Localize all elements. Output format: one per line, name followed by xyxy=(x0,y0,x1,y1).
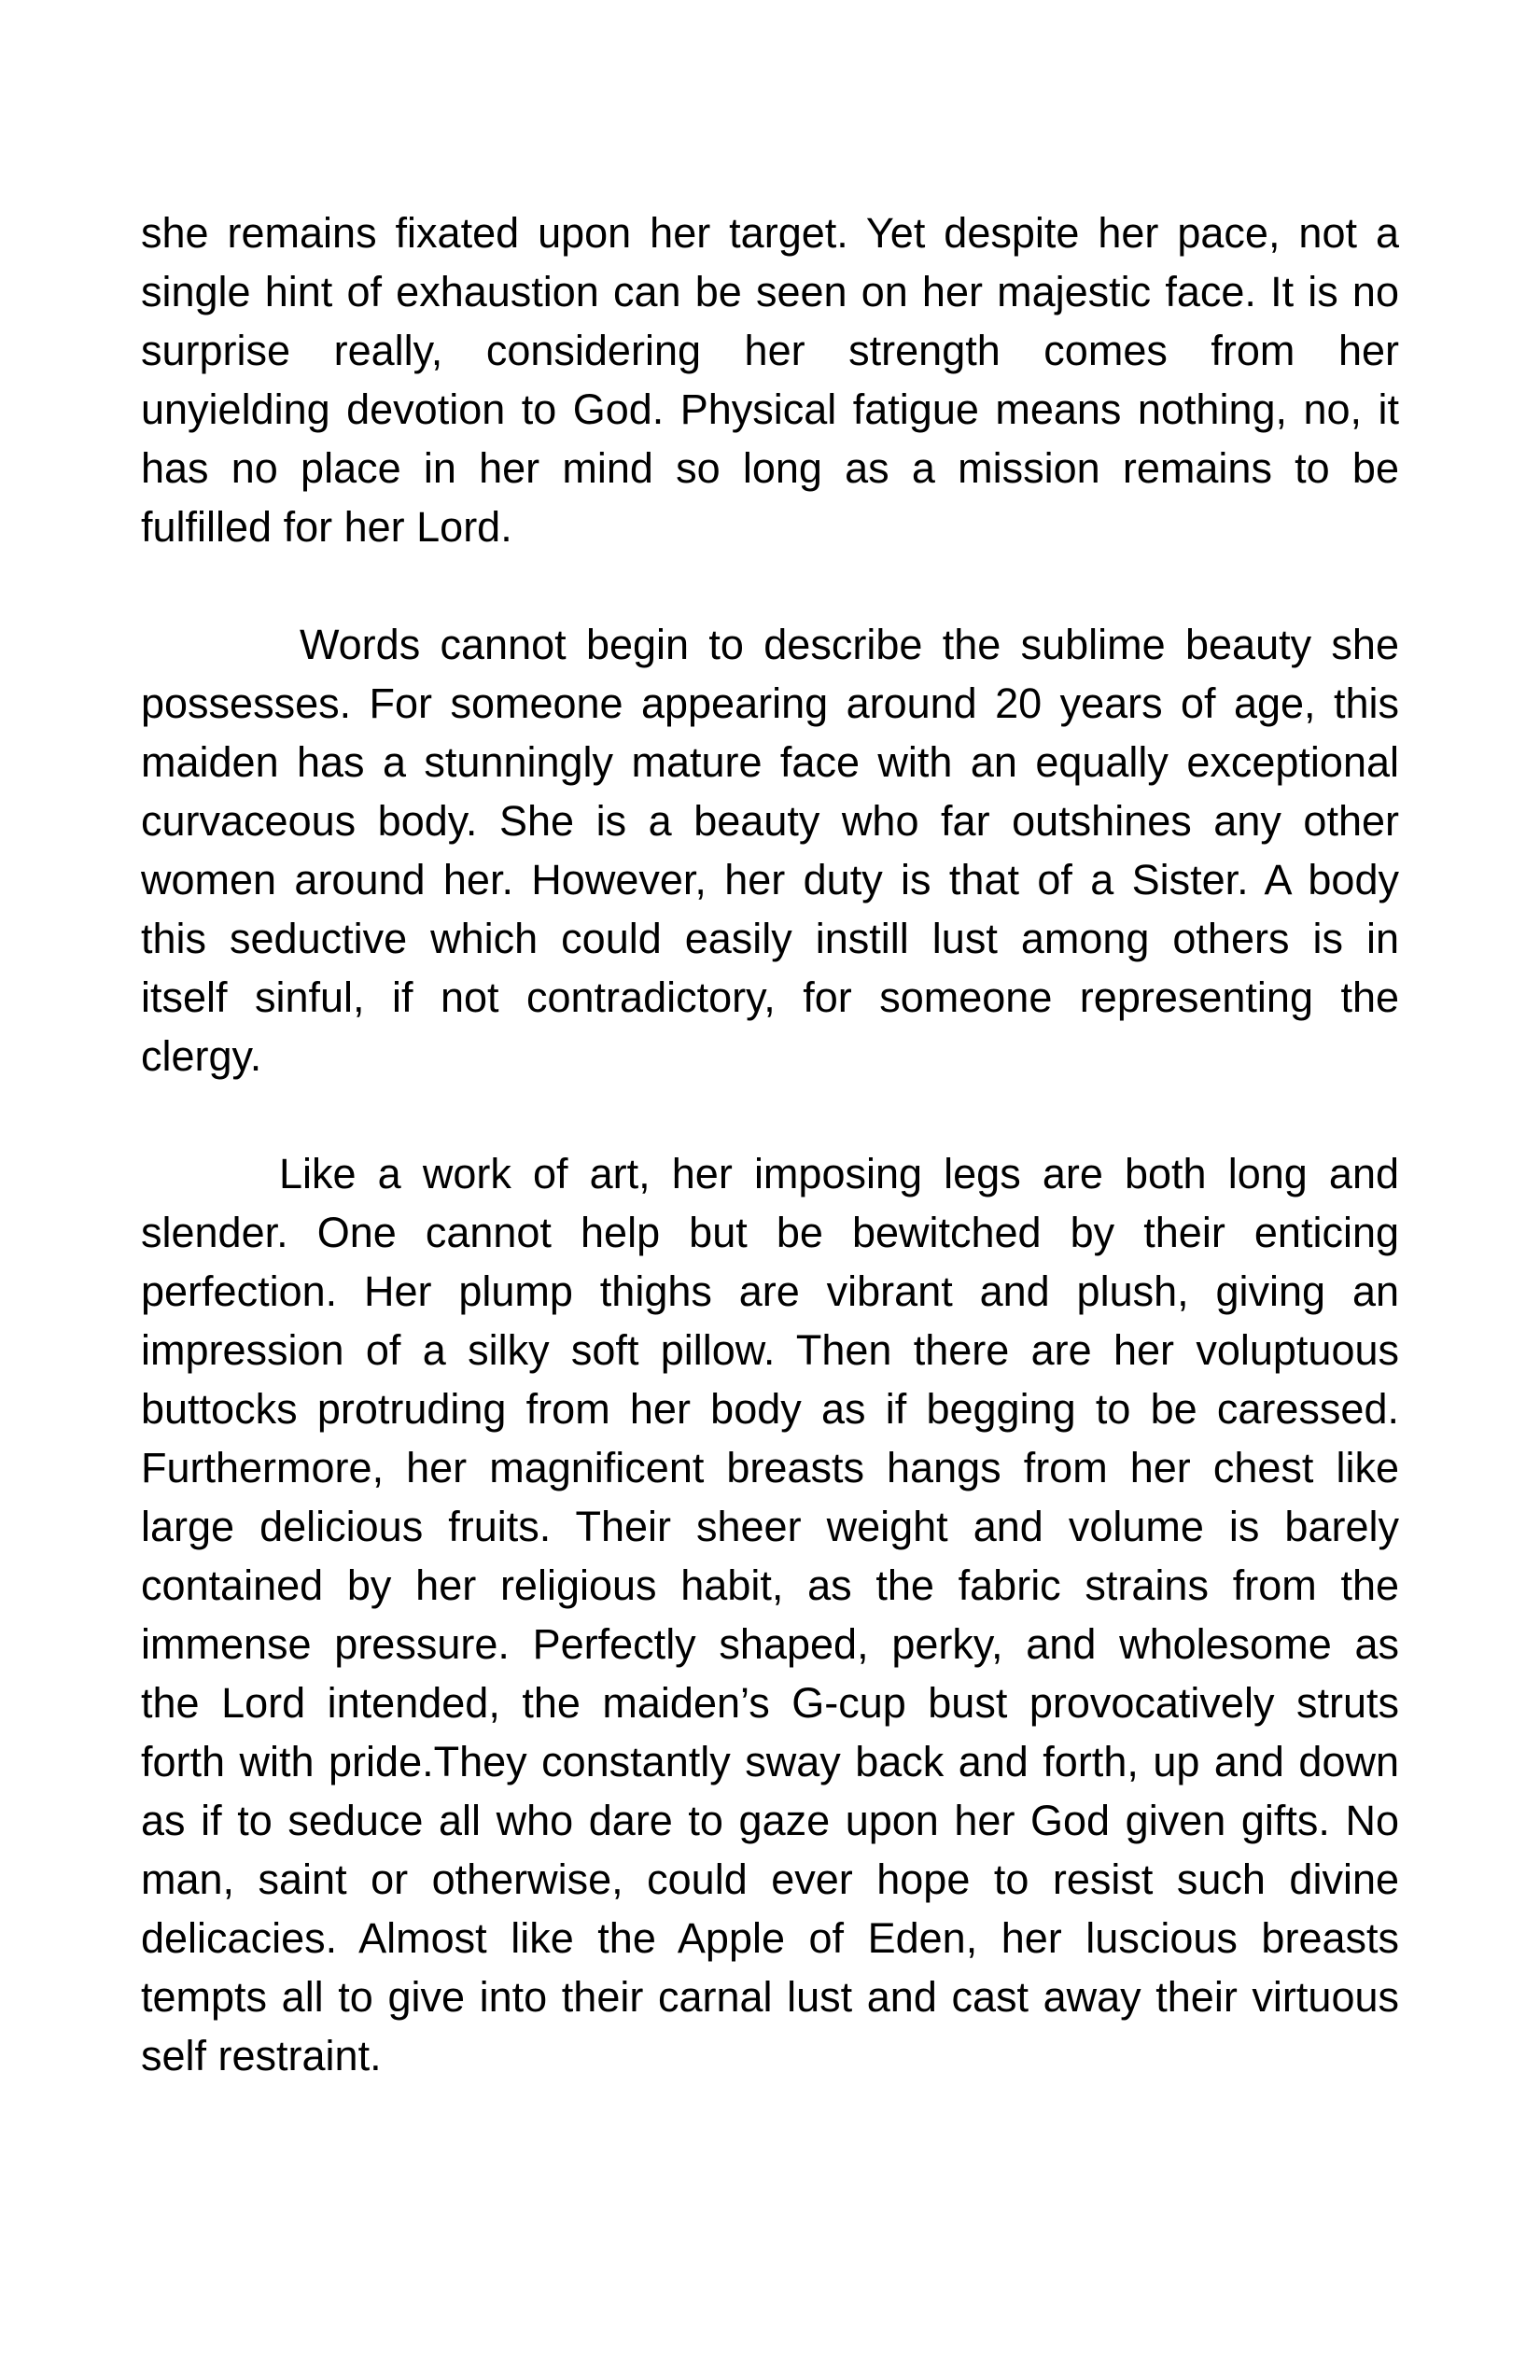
text-line: possesses. For someone appearing around 20 years of age, this xyxy=(141,679,1399,727)
paragraph xyxy=(141,615,1399,1085)
paragraph xyxy=(141,203,1399,556)
text-line: impression of a silky soft pillow. Then there are her voluptuous xyxy=(141,1326,1399,1374)
paragraph xyxy=(141,1144,1399,2085)
text-line: maiden has a stunningly mature face with an equally exceptional xyxy=(141,738,1399,786)
text-line: tempts all to give into their carnal lust and cast away their virtuous xyxy=(141,1973,1399,2021)
text-line: Like a work of art, her imposing legs are both long and xyxy=(279,1150,1399,1197)
text-line: curvaceous body. She is a beauty who far outshines any other xyxy=(141,797,1399,845)
text-line: this seductive which could easily instill lust among others is in xyxy=(141,915,1399,962)
text-line: Words cannot begin to describe the sublime beauty she xyxy=(300,621,1399,668)
text-line: self restraint. xyxy=(141,2032,382,2079)
text-line: fulfilled for her Lord. xyxy=(141,503,512,551)
text-line: forth with pride.They constantly sway back and forth, up and down xyxy=(141,1738,1399,1785)
text-line: as if to seduce all who dare to gaze upon her God given gifts. No xyxy=(141,1797,1399,1844)
text-line: man, saint or otherwise, could ever hope to resist such divine xyxy=(141,1855,1399,1903)
text-line: single hint of exhaustion can be seen on her majestic face. It is no xyxy=(141,268,1399,315)
text-line: unyielding devotion to God. Physical fatigue means nothing, no, it xyxy=(141,385,1399,433)
text-line: perfection. Her plump thighs are vibrant and plush, giving an xyxy=(141,1267,1399,1315)
text-line: contained by her religious habit, as the fabric strains from the xyxy=(141,1561,1399,1609)
text-line: surprise really, considering her strength comes from her xyxy=(141,327,1399,374)
document-text xyxy=(141,203,1399,2085)
text-line: she remains fixated upon her target. Yet despite her pace, not a xyxy=(141,209,1399,257)
text-line: has no place in her mind so long as a mission remains to be xyxy=(141,444,1399,492)
text-line: Furthermore, her magnificent breasts hangs from her chest like xyxy=(141,1444,1399,1491)
text-line: immense pressure. Perfectly shaped, perky, and wholesome as xyxy=(141,1620,1399,1668)
text-line: slender. One cannot help but be bewitched by their enticing xyxy=(141,1209,1399,1256)
text-line: delicacies. Almost like the Apple of Eden, her luscious breasts xyxy=(141,1914,1399,1962)
text-line: clergy. xyxy=(141,1032,262,1080)
text-line: buttocks protruding from her body as if begging to be caressed. xyxy=(141,1385,1399,1433)
text-line: large delicious fruits. Their sheer weight and volume is barely xyxy=(141,1503,1399,1550)
text-line: the Lord intended, the maiden’s G-cup bust provocatively struts xyxy=(141,1679,1399,1727)
text-line: itself sinful, if not contradictory, for someone representing the xyxy=(141,973,1399,1021)
text-line: women around her. However, her duty is that of a Sister. A body xyxy=(141,856,1399,903)
